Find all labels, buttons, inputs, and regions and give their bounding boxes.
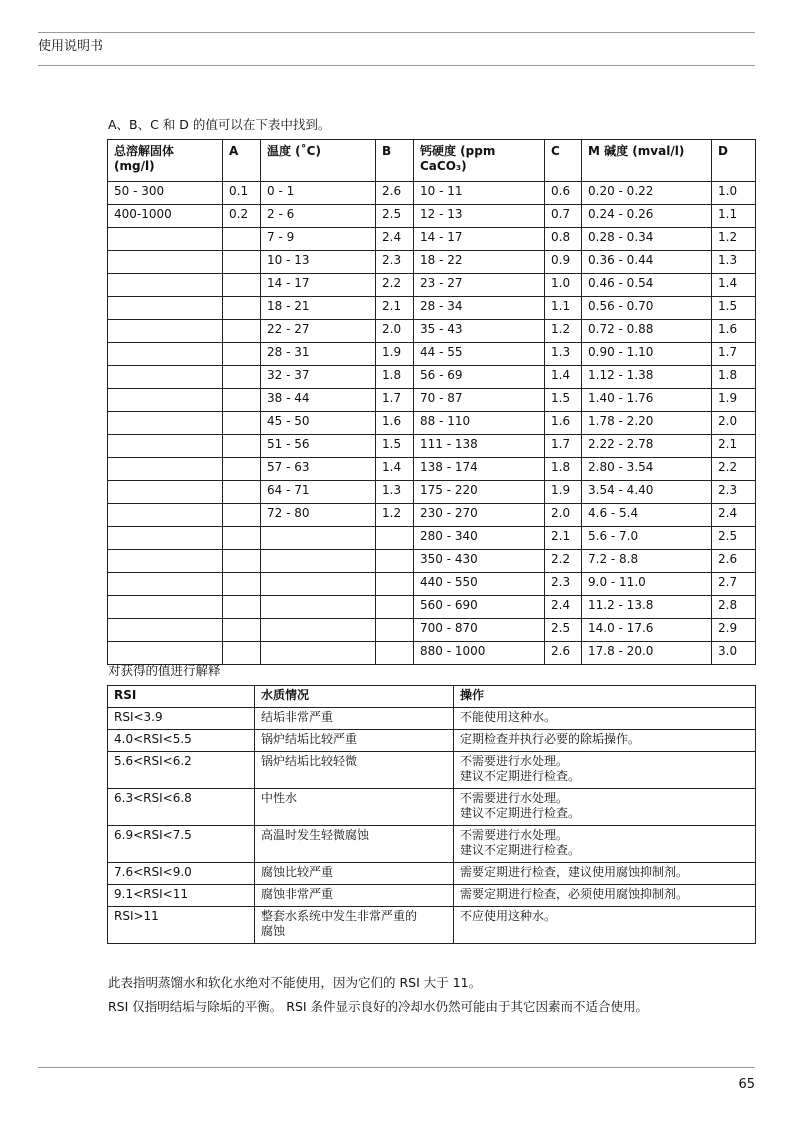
table-cell [223,297,261,320]
table-cell: 51 - 56 [261,435,376,458]
table-cell [108,251,223,274]
table-cell [261,619,376,642]
table-cell: 锅炉结垢比较严重 [255,730,454,752]
table-cell: 不应使用这种水。 [454,907,756,944]
table-cell: 2.5 [545,619,582,642]
table-cell: 0.2 [223,205,261,228]
table-cell: 2.4 [712,504,756,527]
table-cell [223,274,261,297]
table-cell: 12 - 13 [414,205,545,228]
table-row [108,789,756,826]
table-cell [223,366,261,389]
table-cell: 0.9 [545,251,582,274]
table-cell [223,619,261,642]
table-cell: 400-1000 [108,205,223,228]
table-cell: 9.1<RSI<11 [108,885,255,907]
table-cell [261,642,376,665]
table-cell: 1.3 [545,343,582,366]
table-cell [376,596,414,619]
table-row [108,481,756,504]
abcd-values-table [107,139,756,665]
table-cell: 10 - 13 [261,251,376,274]
table-cell [223,228,261,251]
table-cell: 3.0 [712,642,756,665]
header-tds: 总溶解固体 (mg/l) [108,140,223,182]
table-cell: 2.22 - 2.78 [582,435,712,458]
table-cell: 7.2 - 8.8 [582,550,712,573]
table-cell: 0.36 - 0.44 [582,251,712,274]
table-row [108,573,756,596]
table-cell: 22 - 27 [261,320,376,343]
table-cell: RSI>11 [108,907,255,944]
table-cell: 18 - 22 [414,251,545,274]
table-cell [223,642,261,665]
table-cell: 2.2 [376,274,414,297]
table-cell: 不需要进行水处理。 建议不定期进行检查。 [454,789,756,826]
interpretation-heading: 对获得的值进行解释 [108,663,221,678]
table-row [108,435,756,458]
table-cell: 0.24 - 0.26 [582,205,712,228]
table-row [108,297,756,320]
table-cell: 1.3 [712,251,756,274]
header-calcium-hardness: 钙硬度 (ppm CaCO₃) [414,140,545,182]
table-cell [108,504,223,527]
table-cell: 560 - 690 [414,596,545,619]
table-cell: 5.6<RSI<6.2 [108,752,255,789]
table-cell: 6.9<RSI<7.5 [108,826,255,863]
table-cell: 1.6 [545,412,582,435]
table-cell: 32 - 37 [261,366,376,389]
table-cell: 高温时发生轻微腐蚀 [255,826,454,863]
table-cell: 2.3 [712,481,756,504]
note-distilled-water: 此表指明蒸馏水和软化水绝对不能使用，因为它们的 RSI 大于 11。 [108,975,482,990]
table-row [108,205,756,228]
table-cell: 2.0 [376,320,414,343]
table-cell: 18 - 21 [261,297,376,320]
table-cell: 不需要进行水处理。 建议不定期进行检查。 [454,752,756,789]
table-cell: 64 - 71 [261,481,376,504]
table-cell [223,458,261,481]
table-cell [108,389,223,412]
header-m-alkalinity: M 碱度 (mval/l) [582,140,712,182]
table-cell: 2.3 [545,573,582,596]
table-cell: 1.6 [712,320,756,343]
table-cell [108,412,223,435]
header-title: 使用说明书 [38,39,104,54]
table-cell [108,481,223,504]
table-cell: 1.78 - 2.20 [582,412,712,435]
table-cell [108,527,223,550]
header-temperature: 温度 (˚C) [261,140,376,182]
table-cell: 2.6 [545,642,582,665]
table-row [108,228,756,251]
note-rsi-balance: RSI 仅指明结垢与除垢的平衡。 RSI 条件显示良好的冷却水仍然可能由于其它因素而不适合使用。 [108,999,649,1014]
table-cell [108,573,223,596]
table-cell: 1.4 [376,458,414,481]
table-cell: 1.0 [712,182,756,205]
table-row [108,863,756,885]
table-row [108,251,756,274]
table-cell: 不需要进行水处理。 建议不定期进行检查。 [454,826,756,863]
table-cell [223,481,261,504]
table-cell: 1.0 [545,274,582,297]
table-cell [223,596,261,619]
table-cell [223,527,261,550]
header-rule [38,65,755,66]
table-cell: 2.80 - 3.54 [582,458,712,481]
table-cell [376,573,414,596]
table-cell: 1.5 [376,435,414,458]
table-cell: 23 - 27 [414,274,545,297]
table-cell [223,389,261,412]
table-cell: 不能使用这种水。 [454,708,756,730]
table-cell [223,435,261,458]
table-cell: 0.56 - 0.70 [582,297,712,320]
table-cell [223,550,261,573]
table-cell: 7 - 9 [261,228,376,251]
table-cell: 28 - 34 [414,297,545,320]
table-cell [108,458,223,481]
table-cell: 2.4 [376,228,414,251]
table-cell: 整套水系统中发生非常严重的 腐蚀 [255,907,454,944]
table-cell: 175 - 220 [414,481,545,504]
table-cell: 0.90 - 1.10 [582,343,712,366]
table-cell: 700 - 870 [414,619,545,642]
table-cell: 14.0 - 17.6 [582,619,712,642]
table-cell: 结垢非常严重 [255,708,454,730]
table-cell: 2.4 [545,596,582,619]
table-row [108,826,756,863]
table-cell: 0.1 [223,182,261,205]
table-cell: 1.9 [376,343,414,366]
table-row [108,885,756,907]
table-cell: 1.2 [376,504,414,527]
header-rsi: RSI [108,686,255,708]
header-water-condition: 水质情况 [255,686,454,708]
table-cell: 1.3 [376,481,414,504]
table-cell: 2.2 [712,458,756,481]
table-cell: 1.7 [376,389,414,412]
table-cell: 1.9 [545,481,582,504]
table-cell [376,619,414,642]
table-cell: 1.4 [545,366,582,389]
header-action: 操作 [454,686,756,708]
table-cell [223,251,261,274]
table-row [108,389,756,412]
table-cell [261,596,376,619]
table-cell [223,343,261,366]
table-cell [223,320,261,343]
table-cell [261,550,376,573]
table-cell: 1.8 [376,366,414,389]
top-rule [38,32,755,33]
table-row [108,412,756,435]
table-cell: 50 - 300 [108,182,223,205]
table-cell: 280 - 340 [414,527,545,550]
rsi-interpretation-table [107,685,756,944]
table-cell: 44 - 55 [414,343,545,366]
table-cell: 1.1 [545,297,582,320]
table-cell: 111 - 138 [414,435,545,458]
table-cell: 14 - 17 [414,228,545,251]
table-cell: 定期检查并执行必要的除垢操作。 [454,730,756,752]
table-row [108,596,756,619]
table-cell: 1.8 [712,366,756,389]
rsi-header-row [108,686,756,708]
table-cell [108,366,223,389]
table-cell: 1.9 [712,389,756,412]
table-cell: 1.5 [712,297,756,320]
table-cell: 2.6 [712,550,756,573]
table-cell [223,573,261,596]
table-row [108,343,756,366]
table-row [108,527,756,550]
table-cell: 1.8 [545,458,582,481]
table-cell: 2.1 [376,297,414,320]
table-cell: 1.7 [712,343,756,366]
table-cell: 0.6 [545,182,582,205]
table-cell: 腐蚀非常严重 [255,885,454,907]
table-cell: 28 - 31 [261,343,376,366]
table-row [108,730,756,752]
table-cell: 2.1 [545,527,582,550]
header-a: A [223,140,261,182]
table-cell: 7.6<RSI<9.0 [108,863,255,885]
table-cell: 2.2 [545,550,582,573]
table-cell: 1.1 [712,205,756,228]
table-cell: 1.2 [712,228,756,251]
table-cell [108,297,223,320]
table-cell: 5.6 - 7.0 [582,527,712,550]
table-cell: 2.0 [545,504,582,527]
abcd-header-row [108,140,756,182]
table-cell: 138 - 174 [414,458,545,481]
table-cell [108,320,223,343]
table-cell [376,642,414,665]
table-row [108,182,756,205]
table-row [108,320,756,343]
table-cell: 880 - 1000 [414,642,545,665]
table-cell: 10 - 11 [414,182,545,205]
table-cell: 11.2 - 13.8 [582,596,712,619]
table-cell: 350 - 430 [414,550,545,573]
header-b: B [376,140,414,182]
table-row [108,458,756,481]
table-cell: 0.28 - 0.34 [582,228,712,251]
table-cell: 0.8 [545,228,582,251]
table-cell: 6.3<RSI<6.8 [108,789,255,826]
table-row [108,907,756,944]
table-cell: 2.1 [712,435,756,458]
table-cell [108,274,223,297]
table-row [108,504,756,527]
table-row [108,752,756,789]
table-cell [108,596,223,619]
table-cell: 9.0 - 11.0 [582,573,712,596]
table-cell: 2.0 [712,412,756,435]
table-cell: 45 - 50 [261,412,376,435]
table-cell: 4.0<RSI<5.5 [108,730,255,752]
table-cell: 70 - 87 [414,389,545,412]
table-cell: 1.5 [545,389,582,412]
header-d: D [712,140,756,182]
table-cell: 需要定期进行检查，建议使用腐蚀抑制剂。 [454,863,756,885]
table-cell: 2.3 [376,251,414,274]
table-cell: 2 - 6 [261,205,376,228]
table-cell: 38 - 44 [261,389,376,412]
table-cell: 440 - 550 [414,573,545,596]
table-cell: 35 - 43 [414,320,545,343]
table-cell: 17.8 - 20.0 [582,642,712,665]
table-cell: 88 - 110 [414,412,545,435]
table-cell: 72 - 80 [261,504,376,527]
table-cell: RSI<3.9 [108,708,255,730]
footer-rule [38,1067,755,1068]
table-cell [108,435,223,458]
page-number: 65 [738,1077,755,1092]
table-cell: 2.5 [712,527,756,550]
table-cell: 0.46 - 0.54 [582,274,712,297]
table-cell [261,527,376,550]
table-cell: 57 - 63 [261,458,376,481]
table-cell: 0.7 [545,205,582,228]
table-cell [376,550,414,573]
table-cell [108,550,223,573]
table-row [108,619,756,642]
table-row [108,708,756,730]
table-cell: 0 - 1 [261,182,376,205]
table-cell: 2.5 [376,205,414,228]
table-cell [108,343,223,366]
table-cell [376,527,414,550]
table-cell: 1.7 [545,435,582,458]
table-row [108,550,756,573]
table-cell: 1.2 [545,320,582,343]
table-cell: 56 - 69 [414,366,545,389]
table-cell: 230 - 270 [414,504,545,527]
header-c: C [545,140,582,182]
intro-text: A、B、C 和 D 的值可以在下表中找到。 [108,117,331,132]
table-cell [108,228,223,251]
table-cell [223,412,261,435]
table-cell: 3.54 - 4.40 [582,481,712,504]
table-cell: 2.9 [712,619,756,642]
table-cell: 腐蚀比较严重 [255,863,454,885]
table-cell: 2.7 [712,573,756,596]
table-cell [261,573,376,596]
table-cell: 锅炉结垢比较轻微 [255,752,454,789]
table-cell: 0.20 - 0.22 [582,182,712,205]
table-cell: 1.6 [376,412,414,435]
table-cell: 1.12 - 1.38 [582,366,712,389]
table-cell: 1.40 - 1.76 [582,389,712,412]
table-cell: 0.72 - 0.88 [582,320,712,343]
table-cell: 4.6 - 5.4 [582,504,712,527]
table-cell: 2.8 [712,596,756,619]
table-cell: 中性水 [255,789,454,826]
table-cell: 1.4 [712,274,756,297]
table-row [108,274,756,297]
table-cell [223,504,261,527]
table-cell [108,619,223,642]
table-cell: 需要定期进行检查，必须使用腐蚀抑制剂。 [454,885,756,907]
table-row [108,366,756,389]
table-cell: 14 - 17 [261,274,376,297]
table-cell: 2.6 [376,182,414,205]
